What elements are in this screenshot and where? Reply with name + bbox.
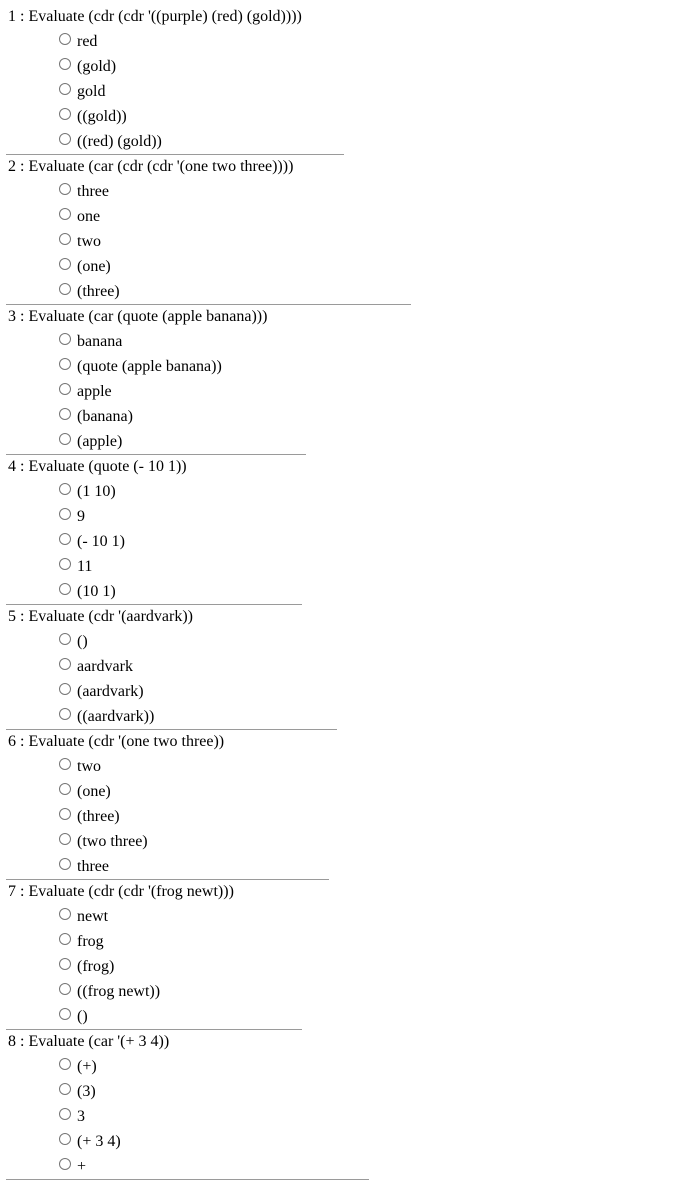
radio-button[interactable] bbox=[59, 483, 71, 495]
radio-button[interactable] bbox=[59, 833, 71, 845]
question-separator: : bbox=[16, 8, 29, 25]
answer-option[interactable] bbox=[8, 1154, 691, 1179]
radio-button[interactable] bbox=[59, 1083, 71, 1095]
answer-options bbox=[8, 754, 691, 879]
option-label[interactable]: gold bbox=[77, 83, 106, 100]
option-label[interactable]: two bbox=[77, 233, 101, 250]
option-label[interactable]: banana bbox=[77, 333, 123, 350]
question-2 bbox=[8, 155, 691, 305]
option-label[interactable]: (apple) bbox=[77, 433, 123, 450]
answer-option[interactable] bbox=[8, 354, 691, 379]
option-label[interactable]: (3) bbox=[77, 1083, 96, 1100]
question-number: 4 bbox=[8, 458, 16, 475]
question-separator: : bbox=[16, 608, 29, 625]
radio-button[interactable] bbox=[59, 758, 71, 770]
radio-button[interactable] bbox=[59, 58, 71, 70]
option-label[interactable]: (1 10) bbox=[77, 483, 116, 500]
radio-button[interactable] bbox=[59, 408, 71, 420]
answer-option[interactable] bbox=[8, 1004, 691, 1029]
option-label[interactable]: (10 1) bbox=[77, 583, 116, 600]
radio-button[interactable] bbox=[59, 283, 71, 295]
option-label[interactable]: () bbox=[77, 633, 88, 650]
answer-option[interactable] bbox=[8, 104, 691, 129]
radio-button[interactable] bbox=[59, 83, 71, 95]
answer-option[interactable] bbox=[8, 954, 691, 979]
question-text bbox=[8, 1030, 691, 1054]
question-text bbox=[8, 155, 691, 179]
option-label[interactable]: ((aardvark)) bbox=[77, 708, 155, 725]
answer-options bbox=[8, 904, 691, 1029]
answer-option[interactable] bbox=[8, 704, 691, 729]
radio-button[interactable] bbox=[59, 258, 71, 270]
option-label[interactable]: 11 bbox=[77, 558, 93, 575]
radio-button[interactable] bbox=[59, 558, 71, 570]
radio-button[interactable] bbox=[59, 658, 71, 670]
answer-option[interactable] bbox=[8, 204, 691, 229]
option-label[interactable]: ((frog newt)) bbox=[77, 983, 161, 1000]
question-separator: : bbox=[16, 883, 29, 900]
answer-options bbox=[8, 629, 691, 729]
radio-button[interactable] bbox=[59, 1108, 71, 1120]
option-label[interactable]: (one) bbox=[77, 783, 111, 800]
answer-option[interactable] bbox=[8, 29, 691, 54]
option-label[interactable]: (+) bbox=[77, 1058, 97, 1075]
question-prompt: Evaluate (cdr '(aardvark)) bbox=[28, 608, 194, 625]
option-label[interactable]: (frog) bbox=[77, 958, 115, 975]
radio-button[interactable] bbox=[59, 783, 71, 795]
answer-options bbox=[8, 179, 691, 304]
radio-button[interactable] bbox=[59, 583, 71, 595]
option-label[interactable]: (banana) bbox=[77, 408, 133, 425]
radio-button[interactable] bbox=[59, 133, 71, 145]
answer-option[interactable] bbox=[8, 329, 691, 354]
answer-option[interactable] bbox=[8, 229, 691, 254]
option-label[interactable]: ((gold)) bbox=[77, 108, 127, 125]
question-text bbox=[8, 730, 691, 754]
question-prompt: Evaluate (car '(+ 3 4)) bbox=[28, 1033, 170, 1050]
option-label[interactable]: (- 10 1) bbox=[77, 533, 125, 550]
radio-button[interactable] bbox=[59, 683, 71, 695]
question-8 bbox=[8, 1030, 691, 1180]
radio-button[interactable] bbox=[59, 533, 71, 545]
answer-option[interactable] bbox=[8, 804, 691, 829]
radio-button[interactable] bbox=[59, 858, 71, 870]
answer-options bbox=[8, 29, 691, 154]
question-separator: : bbox=[16, 308, 29, 325]
option-label[interactable]: two bbox=[77, 758, 101, 775]
question-number: 1 bbox=[8, 8, 16, 25]
answer-option[interactable] bbox=[8, 179, 691, 204]
answer-option[interactable] bbox=[8, 654, 691, 679]
question-4 bbox=[8, 455, 691, 605]
option-label[interactable]: newt bbox=[77, 908, 109, 925]
option-label[interactable]: 3 bbox=[77, 1108, 85, 1125]
answer-option[interactable] bbox=[8, 129, 691, 154]
option-label[interactable]: three bbox=[77, 183, 109, 200]
question-number: 5 bbox=[8, 608, 16, 625]
answer-option[interactable] bbox=[8, 479, 691, 504]
option-label[interactable]: (three) bbox=[77, 283, 120, 300]
question-text bbox=[8, 880, 691, 904]
option-label[interactable]: 9 bbox=[77, 508, 85, 525]
answer-option[interactable] bbox=[8, 554, 691, 579]
answer-option[interactable] bbox=[8, 904, 691, 929]
answer-option[interactable] bbox=[8, 579, 691, 604]
option-label[interactable]: (gold) bbox=[77, 58, 117, 75]
question-separator: : bbox=[16, 458, 29, 475]
answer-option[interactable] bbox=[8, 1054, 691, 1079]
answer-option[interactable] bbox=[8, 979, 691, 1004]
radio-button[interactable] bbox=[59, 208, 71, 220]
radio-button[interactable] bbox=[59, 808, 71, 820]
answer-option[interactable] bbox=[8, 54, 691, 79]
answer-option[interactable] bbox=[8, 829, 691, 854]
option-label[interactable]: three bbox=[77, 858, 109, 875]
option-label[interactable]: aardvark bbox=[77, 658, 133, 675]
question-prompt: Evaluate (cdr (cdr '((purple) (red) (gold)))) bbox=[28, 8, 302, 25]
radio-button[interactable] bbox=[59, 358, 71, 370]
answer-options bbox=[8, 479, 691, 604]
question-3 bbox=[8, 305, 691, 455]
question-7 bbox=[8, 880, 691, 1030]
answer-options bbox=[8, 1054, 691, 1179]
answer-option[interactable] bbox=[8, 254, 691, 279]
radio-button[interactable] bbox=[59, 708, 71, 720]
radio-button[interactable] bbox=[59, 233, 71, 245]
radio-button[interactable] bbox=[59, 108, 71, 120]
radio-button[interactable] bbox=[59, 33, 71, 45]
radio-button[interactable] bbox=[59, 1058, 71, 1070]
question-text bbox=[8, 605, 691, 629]
question-separator: : bbox=[16, 158, 29, 175]
question-5 bbox=[8, 605, 691, 730]
radio-button[interactable] bbox=[59, 1158, 71, 1170]
question-text bbox=[8, 305, 691, 329]
radio-button[interactable] bbox=[59, 333, 71, 345]
answer-option[interactable] bbox=[8, 779, 691, 804]
question-number: 2 bbox=[8, 158, 16, 175]
answer-option[interactable] bbox=[8, 1104, 691, 1129]
option-label[interactable]: ((red) (gold)) bbox=[77, 133, 162, 150]
question-separator: : bbox=[16, 1033, 29, 1050]
question-prompt: Evaluate (car (quote (apple banana))) bbox=[28, 308, 268, 325]
option-label[interactable]: (three) bbox=[77, 808, 120, 825]
radio-button[interactable] bbox=[59, 383, 71, 395]
question-separator: : bbox=[16, 733, 29, 750]
option-label[interactable]: red bbox=[77, 33, 98, 50]
answer-options bbox=[8, 329, 691, 454]
question-number: 6 bbox=[8, 733, 16, 750]
question-prompt: Evaluate (cdr '(one two three)) bbox=[28, 733, 225, 750]
option-label[interactable]: () bbox=[77, 1008, 88, 1025]
answer-option[interactable] bbox=[8, 79, 691, 104]
option-label[interactable]: apple bbox=[77, 383, 112, 400]
answer-option[interactable] bbox=[8, 629, 691, 654]
answer-option[interactable] bbox=[8, 529, 691, 554]
question-text bbox=[8, 5, 691, 29]
question-prompt: Evaluate (car (cdr (cdr '(one two three)))) bbox=[28, 158, 294, 175]
radio-button[interactable] bbox=[59, 958, 71, 970]
question-text bbox=[8, 455, 691, 479]
option-label[interactable]: (one) bbox=[77, 258, 111, 275]
answer-option[interactable] bbox=[8, 429, 691, 454]
answer-option[interactable] bbox=[8, 1129, 691, 1154]
radio-button[interactable] bbox=[59, 908, 71, 920]
answer-option[interactable] bbox=[8, 404, 691, 429]
option-label[interactable]: frog bbox=[77, 933, 104, 950]
answer-option[interactable] bbox=[8, 754, 691, 779]
answer-option[interactable] bbox=[8, 929, 691, 954]
answer-option[interactable] bbox=[8, 504, 691, 529]
option-label[interactable]: one bbox=[77, 208, 101, 225]
radio-button[interactable] bbox=[59, 183, 71, 195]
answer-option[interactable] bbox=[8, 1079, 691, 1104]
option-label[interactable]: (aardvark) bbox=[77, 683, 144, 700]
radio-button[interactable] bbox=[59, 633, 71, 645]
question-prompt: Evaluate (quote (- 10 1)) bbox=[28, 458, 187, 475]
answer-option[interactable] bbox=[8, 854, 691, 879]
question-number: 7 bbox=[8, 883, 16, 900]
option-label[interactable]: (quote (apple banana)) bbox=[77, 358, 222, 375]
radio-button[interactable] bbox=[59, 933, 71, 945]
radio-button[interactable] bbox=[59, 1008, 71, 1020]
option-label[interactable]: (two three) bbox=[77, 833, 148, 850]
radio-button[interactable] bbox=[59, 508, 71, 520]
question-1 bbox=[8, 5, 691, 155]
question-number: 8 bbox=[8, 1033, 16, 1050]
answer-option[interactable] bbox=[8, 679, 691, 704]
radio-button[interactable] bbox=[59, 433, 71, 445]
question-number: 3 bbox=[8, 308, 16, 325]
answer-option[interactable] bbox=[8, 379, 691, 404]
question-6 bbox=[8, 730, 691, 880]
radio-button[interactable] bbox=[59, 983, 71, 995]
option-label[interactable]: (+ 3 4) bbox=[77, 1133, 121, 1150]
option-label[interactable]: + bbox=[77, 1158, 87, 1175]
question-prompt: Evaluate (cdr (cdr '(frog newt))) bbox=[28, 883, 234, 900]
answer-option[interactable] bbox=[8, 279, 691, 304]
radio-button[interactable] bbox=[59, 1133, 71, 1145]
